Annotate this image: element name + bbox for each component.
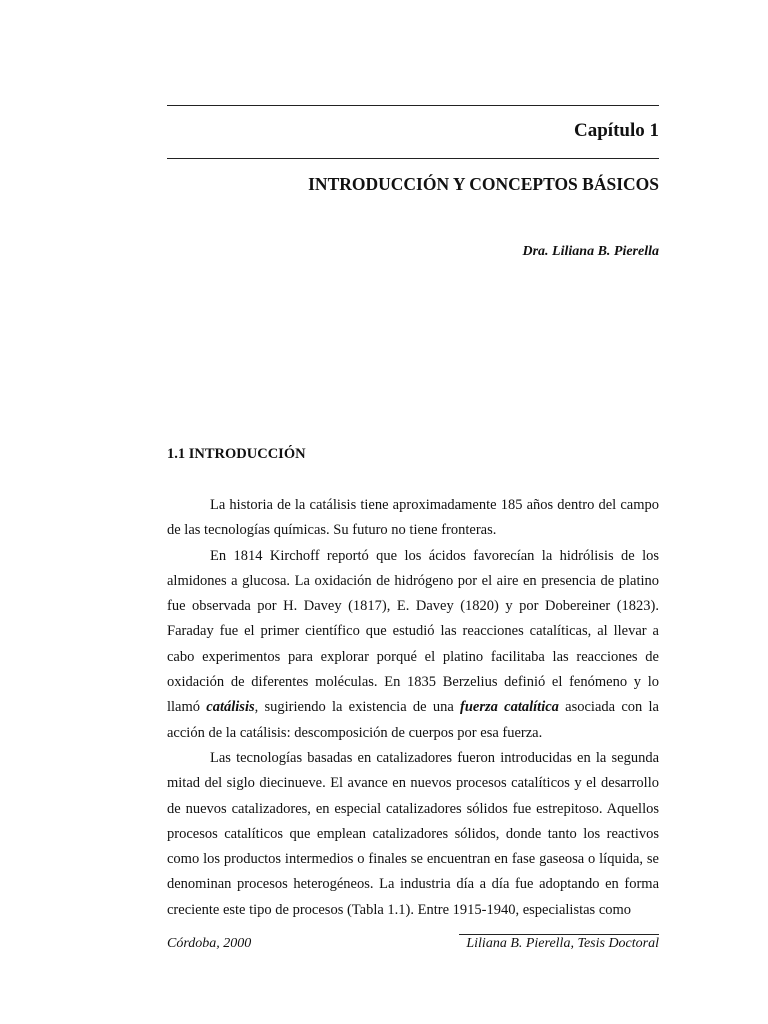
paragraph-3: Las tecnologías basadas en catalizadores fueron introducidas en la segunda mitad del siglo diecinueve. El avance en nuevos procesos catalíticos y el desarrollo de nuevos catalizadores, en especial catalizadores sólidos fue estrepitoso. Aquellos procesos catalíticos que emplean catalizadores sólidos, donde tanto los reactivos como los productos intermedios o finales se encuentran en fase gaseosa o líquida, se denominan procesos heterogéneos. La industria día a día fue adoptando en forma creciente este tipo de procesos (Tabla 1.1). Entre 1915-1940, especialistas como <box>167 749 659 918</box>
author-name: Dra. Liliana B. Pierella <box>522 244 659 259</box>
section-heading: 1.1 INTRODUCCIÓN <box>167 446 306 462</box>
footer-location-date: Córdoba, 2000 <box>167 936 252 951</box>
header-bottom-rule <box>167 158 659 159</box>
header-top-rule <box>167 105 659 106</box>
term-catalisis: catálisis <box>206 699 255 716</box>
paragraph-2 <box>167 544 659 746</box>
body-text <box>167 493 659 923</box>
term-fuerza-catalitica: fuerza catalítica <box>460 699 559 716</box>
footer-author-thesis: Liliana B. Pierella, Tesis Doctoral <box>466 936 659 951</box>
paragraph-2-part-c: asociada con la acción de la catálisis: descomposición de cuerpos por esa fuerza. <box>167 699 659 741</box>
chapter-title: INTRODUCCIÓN Y CONCEPTOS BÁSICOS <box>308 174 659 194</box>
paragraph-2-part-a: En 1814 Kirchoff reportó que los ácidos favorecían la hidrólisis de los almidones a glucosa. La oxidación de hidrógeno por el aire en presencia de platino fue observada por H. Davey (1817), E. Davey (1820) y por Dobereiner (1823). Faraday fue el primer científico que estudió las reacciones catalíticas, al llevar a cabo experimentos para explorar porqué el platino facilitaba las reacciones de oxidación de diferentes moléculas. En 1835 Berzelius definió el fenómeno y lo llamó <box>167 547 659 716</box>
footer-rule <box>459 934 659 935</box>
chapter-label: Capítulo 1 <box>574 120 659 141</box>
paragraph-2-part-b: , sugiriendo la existencia de una <box>254 699 461 716</box>
paragraph-1: La historia de la catálisis tiene aproximadamente 185 años dentro del campo de las tecnologías químicas. Su futuro no tiene fronteras. <box>167 497 659 539</box>
